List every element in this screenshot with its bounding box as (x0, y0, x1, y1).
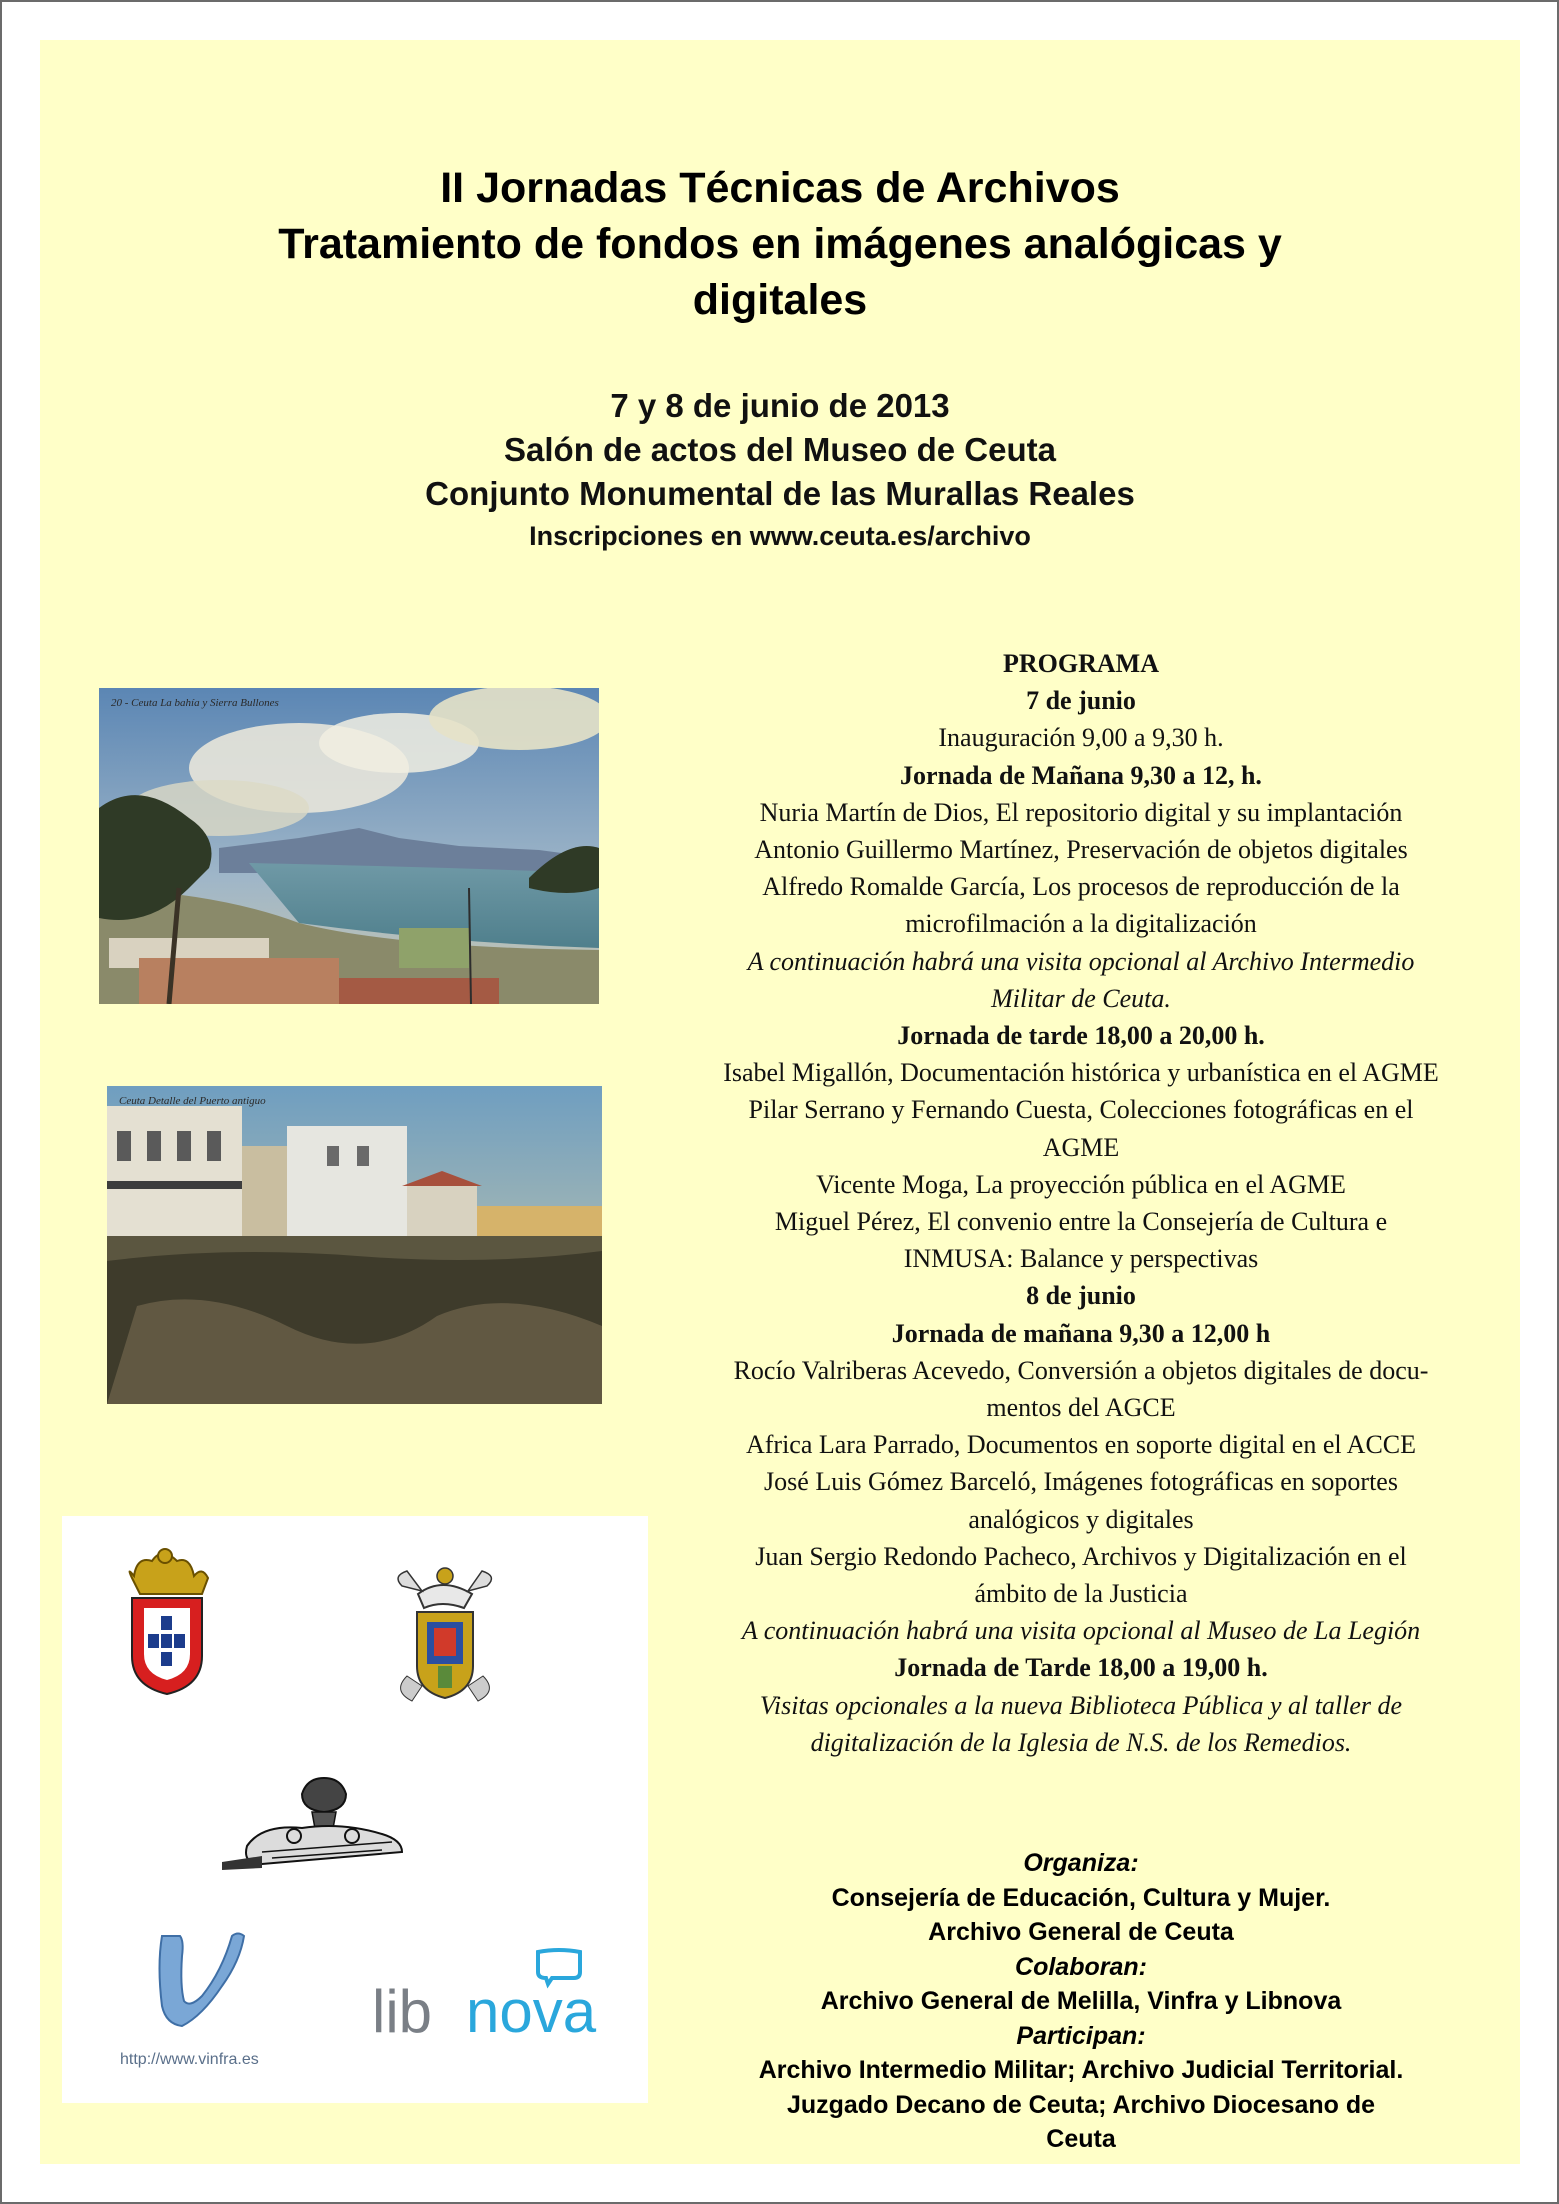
postcard-bay-photo (99, 688, 599, 1004)
program-line: A continuación habrá una visita opcional al Museo de La Legión (741, 1616, 1421, 1646)
ceuta-coat-of-arms-icon (129, 1549, 208, 1694)
program-line: Jornada de Mañana 9,30 a 12, h. (900, 760, 1262, 790)
vinfra-logo-icon (120, 1934, 259, 2069)
program-line: Alfredo Romalde García, Los procesos de reproducción de la (762, 872, 1400, 902)
photo1-caption: 20 - Ceuta La bahía y Sierra Bullones (111, 697, 279, 709)
title-line-1: II Jornadas Técnicas de Archivos (440, 164, 1120, 212)
event-complex: Conjunto Monumental de las Murallas Reales (425, 475, 1135, 512)
military-archive-emblem-icon (222, 1778, 402, 1870)
program-line: PROGRAMA (1003, 649, 1159, 678)
program-line: Militar de Ceuta. (991, 983, 1171, 1013)
vinfra-url: http://www.vinfra.es (120, 2051, 259, 2068)
program-line: 7 de junio (1026, 686, 1136, 716)
program-line: digitalización de la Iglesia de N.S. de los Remedios. (810, 1727, 1352, 1757)
program-line: mentos del AGCE (986, 1393, 1176, 1423)
colaboran-label: Colaboran: (1015, 1952, 1147, 1981)
title-line-3: digitales (692, 276, 868, 324)
poster-title (40, 160, 1520, 328)
program-line: Visitas opcionales a la nueva Biblioteca Pública y al taller de (759, 1690, 1403, 1720)
postcard-port-photo (107, 1086, 602, 1404)
program-line: analógicos y digitales (968, 1504, 1194, 1534)
program-line: Inauguración 9,00 a 9,30 h. (938, 723, 1224, 753)
libnova-lib-text: lib (372, 1978, 433, 2045)
participan-line-3: Ceuta (1046, 2125, 1116, 2153)
program-line: Juan Sergio Redondo Pacheco, Archivos y Digitalización en el (755, 1541, 1407, 1571)
program-line: 8 de junio (1026, 1281, 1136, 1311)
participan-line-2: Juzgado Decano de Ceuta; Archivo Diocesano de (786, 2090, 1376, 2119)
program-line: Isabel Migallón, Documentación histórica y urbanística en el AGME (723, 1058, 1439, 1088)
program-line: Rocío Valriberas Acevedo, Conversión a objetos digitales de docu- (733, 1355, 1429, 1385)
melilla-coat-of-arms-icon (398, 1568, 491, 1701)
program-line: Pilar Serrano y Fernando Cuesta, Colecciones fotográficas en el (748, 1095, 1414, 1125)
libnova-logo-icon (372, 1950, 597, 2045)
program-line: INMUSA: Balance y perspectivas (903, 1244, 1259, 1274)
program-line: Africa Lara Parrado, Documentos en soporte digital en el ACCE (745, 1430, 1417, 1460)
photo2-caption: Ceuta Detalle del Puerto antiguo (119, 1095, 266, 1107)
event-date: 7 y 8 de junio de 2013 (610, 387, 950, 424)
program-line: A continuación habrá una visita opcional al Archivo Intermedio (747, 946, 1415, 976)
participan-label: Participan: (1016, 2021, 1146, 2050)
participan-line-1: Archivo Intermedio Militar; Archivo Judicial Territorial. (758, 2056, 1404, 2084)
program-line: microfilmación a la digitalización (905, 909, 1257, 939)
organiza-line-2: Archivo General de Ceuta (928, 1918, 1234, 1946)
event-info (40, 384, 1520, 556)
libnova-nova-text: nova (466, 1978, 597, 2045)
program-line: ámbito de la Justicia (974, 1579, 1188, 1609)
program-line: Jornada de mañana 9,30 a 12,00 h (891, 1318, 1271, 1348)
colaboran-line-1: Archivo General de Melilla, Vinfra y Libnova (820, 1987, 1342, 2015)
logos-panel (62, 1516, 648, 2103)
program-section (666, 645, 1496, 1761)
organiza-line-1: Consejería de Educación, Cultura y Mujer. (831, 1883, 1331, 1912)
program-line: Nuria Martín de Dios, El repositorio digital y su implantación (759, 797, 1403, 827)
event-venue: Salón de actos del Museo de Ceuta (504, 431, 1056, 468)
program-line: Antonio Guillermo Martínez, Preservación de objetos digitales (754, 835, 1408, 865)
poster (40, 40, 1520, 2164)
organizers-section (666, 1846, 1496, 2157)
program-line: Jornada de tarde 18,00 a 20,00 h. (897, 1021, 1265, 1051)
program-line: Miguel Pérez, El convenio entre la Consejería de Cultura e (774, 1207, 1388, 1237)
program-line: José Luis Gómez Barceló, Imágenes fotográficas en soportes (764, 1467, 1398, 1497)
program-line: AGME (1042, 1132, 1120, 1162)
title-line-2: Tratamiento de fondos en imágenes analógicas y (278, 220, 1282, 268)
registration-info: Inscripciones en www.ceuta.es/archivo (529, 521, 1031, 551)
organiza-label: Organiza: (1023, 1849, 1139, 1877)
program-line: Jornada de Tarde 18,00 a 19,00 h. (894, 1653, 1268, 1683)
program-line: Vicente Moga, La proyección pública en el AGME (816, 1169, 1346, 1199)
